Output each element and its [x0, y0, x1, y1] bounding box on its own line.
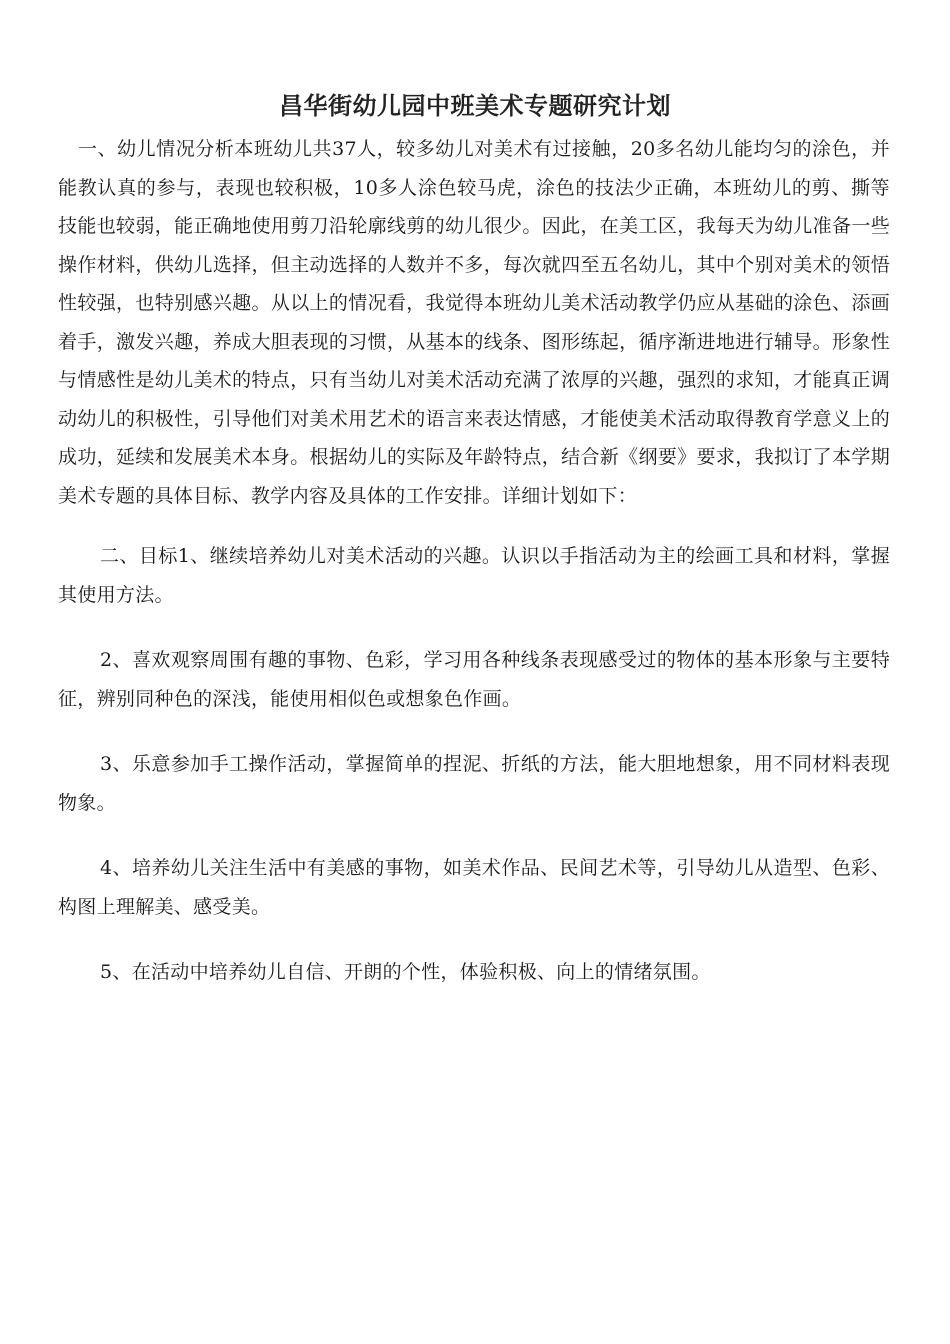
paragraph-goal-5: 5、在活动中培养幼儿自信、开朗的个性，体验积极、向上的情绪氛围。 — [100, 961, 711, 983]
paragraph-goal-4: 4、培养幼儿关注生活中有美感的事物，如美术作品、民间艺术等，引导幼儿从造型、色彩、构图上理解美、感受美。 — [58, 857, 890, 918]
paragraph-goal-3: 3、乐意参加手工操作活动，掌握简单的捏泥、折纸的方法，能大胆地想象，用不同材料表现物象。 — [58, 753, 890, 814]
document-body — [58, 130, 890, 992]
paragraph-goal-1: 二、目标1、继续培养幼儿对美术活动的兴趣。认识以手指活动为主的绘画工具和材料，掌握其使用方法。 — [58, 545, 890, 606]
paragraph-situation-analysis: 一、幼儿情况分析本班幼儿共37人，较多幼儿对美术有过接触，20多名幼儿能均匀的涂色，并能教认真的参与，表现也较积极，10多人涂色较马虎，涂色的技法少正确，本班幼儿的剪、撕等技能也较弱，能正确地使用剪刀沿轮廓线剪的幼儿很少。因此，在美工区，我每天为幼儿准备一些操作材料，供幼儿选择，但主动选择的人数并不多，每次就四至五名幼儿，其中个别对美术的领悟性较强，也特别感兴趣。从以上的情况看，我觉得本班幼儿美术活动教学仍应从基础的涂色、添画着手，激发兴趣，养成大胆表现的习惯，从基本的线条、图形练起，循序渐进地进行辅导。形象性与情感性是幼儿美术的特点，只有当幼儿对美术活动充满了浓厚的兴趣，强烈的求知，才能真正调动幼儿的积极性，引导他们对美术用艺术的语言来表达情感，才能使美术活动取得教育学意义上的成功，延续和发展美术本身。根据幼儿的实际及年龄特点，结合新《纲要》要求，我拟订了本学期美术专题的具体目标、教学内容及具体的工作安排。详细计划如下： — [58, 138, 890, 507]
paragraph-goal-2: 2、喜欢观察周围有趣的事物、色彩，学习用各种线条表现感受过的物体的基本形象与主要特征，辨别同种色的深浅，能使用相似色或想象色作画。 — [58, 649, 890, 710]
document-title: 昌华街幼儿园中班美术专题研究计划 — [279, 92, 671, 121]
